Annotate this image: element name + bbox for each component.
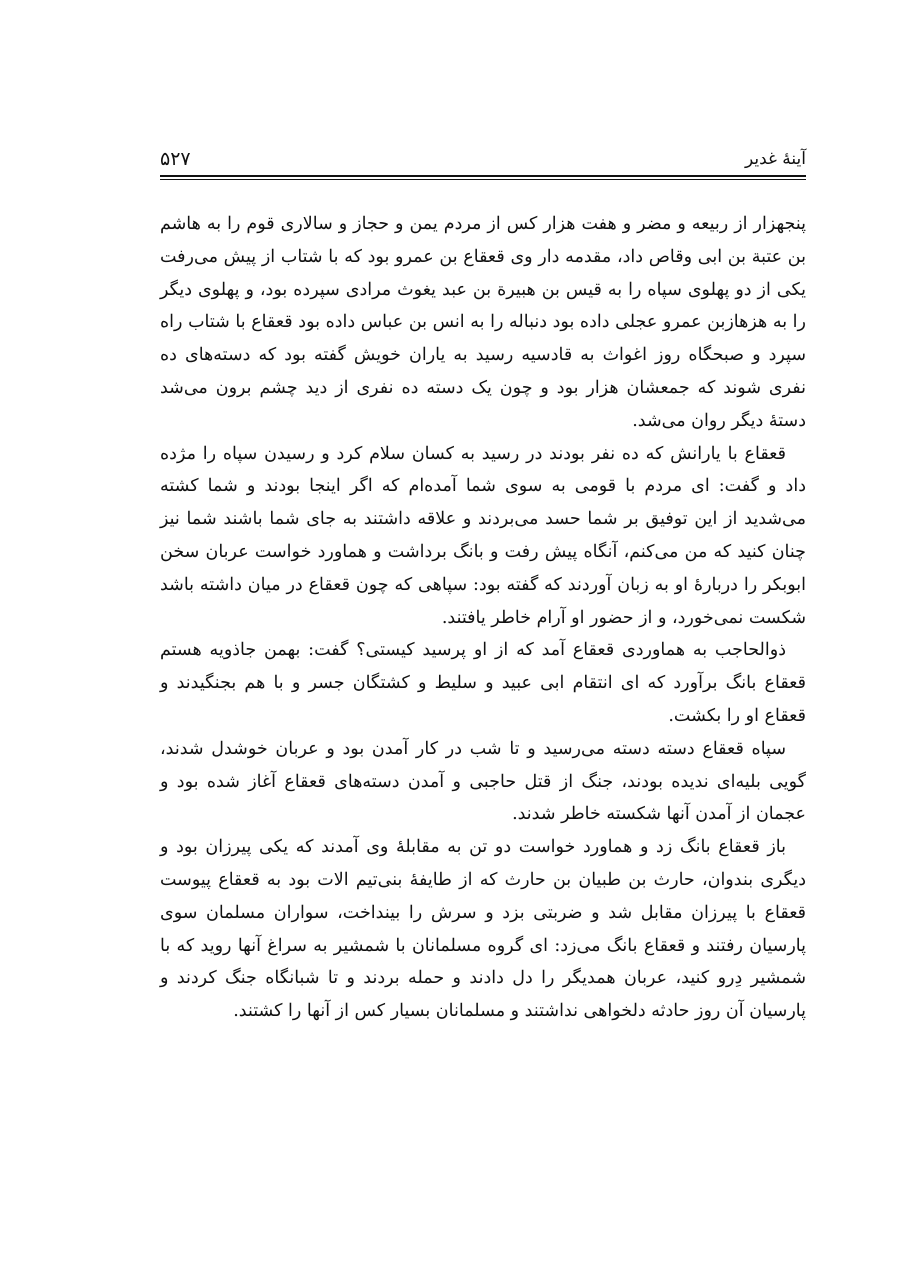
paragraph-3: ذوالحاجب به هماوردی قعقاع آمد که از او پرسید کیستی؟ گفت: بهمن جاذویه هستم قعقاع بانگ برآورد که ای انتقام ابی عبید و سلیط و کشتگان جسر و با هم بجنگیدند و قعقاع او را بکشت. bbox=[160, 640, 806, 726]
paragraph-2: قعقاع با یارانش که ده نفر بودند در رسید به کسان سلام کرد و رسیدن سپاه را مژده داد و گفت: ای مردم با قومی به سوی شما آمده‌ام که اگر اینجا بودند و شما کشته می‌شدید از این توفیق بر شما حسد می‌بردند و علاقه داشتند به جای شما باشند شما نیز چنان کنید که من می‌کنم، آنگاه پیش رفت و بانگ برداشت و هماورد خواست عربان سخن ابوبکر را دربارهٔ او به زبان آوردند که گفته بود: سپاهی که چون قعقاع در میان داشته باشد شکست نمی‌خورد، و از حضور او آرام خاطر یافتند. bbox=[160, 443, 806, 628]
paragraph-5: باز قعقاع بانگ زد و هماورد خواست دو تن به مقابلهٔ وی آمدند که یکی پیرزان بود و دیگری بندوان، حارث بن طبیان بن حارث که از طایفهٔ بنی‌تیم الات بود به قعقاع پیوست قعقاع با پیرزان مقابل شد و ضربتی بزد و سرش را بینداخت، سواران مسلمان سوی پارسیان رفتند و قعقاع بانگ می‌زد: ای گروه مسلمانان با شمشیر به سراغ آنها روید که با شمشیر دِرو کنید، عربان همدیگر را دل دادند و حمله بردند و تا شبانگاه جنگ کردند و پارسیان آن روز حادثه دلخواهی نداشتند و مسلمانان بسیار کس از آنها را کشتند. bbox=[160, 837, 806, 1022]
paragraph-4: سپاه قعقاع دسته دسته می‌رسید و تا شب در کار آمدن بود و عربان خوشدل شدند، گویی بلیه‌ای ندیده بودند، جنگ از قتل حاجبی و آمدن دسته‌های قعقاع آغاز شده بود و عجمان از آمدن آنها شکسته خاطر شدند. bbox=[160, 738, 806, 825]
book-title: آینهٔ غدیر bbox=[744, 149, 806, 169]
running-header bbox=[160, 146, 806, 172]
header-rule-thick-line bbox=[160, 175, 806, 177]
body-text bbox=[160, 208, 806, 1028]
header-rule-thin-line bbox=[160, 179, 806, 180]
page-number: ۵۲۷ bbox=[160, 148, 191, 170]
header-rule bbox=[160, 175, 806, 180]
paragraph-1: پنجهزار از ربیعه و مضر و هفت هزار کس از مردم یمن و حجاز و سالاری قوم را به هاشم بن عتبة بن ابی وقاص داد، مقدمه دار وی قعقاع بن عمرو بود که با شتاب از پیش می‌رفت یکی از دو پهلوی سپاه را به قیس بن هبیرة بن عبد یغوث مرادی سپرده بود، و پهلوی دیگر را به هزهازبن عمرو عجلی داده بود دنباله را به انس بن عباس داده بود قعقاع با شتاب راه سپرد و صبحگاه روز اغواث به قادسیه رسید به یاران خویش گفته بود که دسته‌های ده نفری شوند که جمعشان هزار بود و چون یک دسته ده نفری از دید چشم برون می‌شد دستهٔ دیگر روان می‌شد. bbox=[160, 214, 806, 431]
